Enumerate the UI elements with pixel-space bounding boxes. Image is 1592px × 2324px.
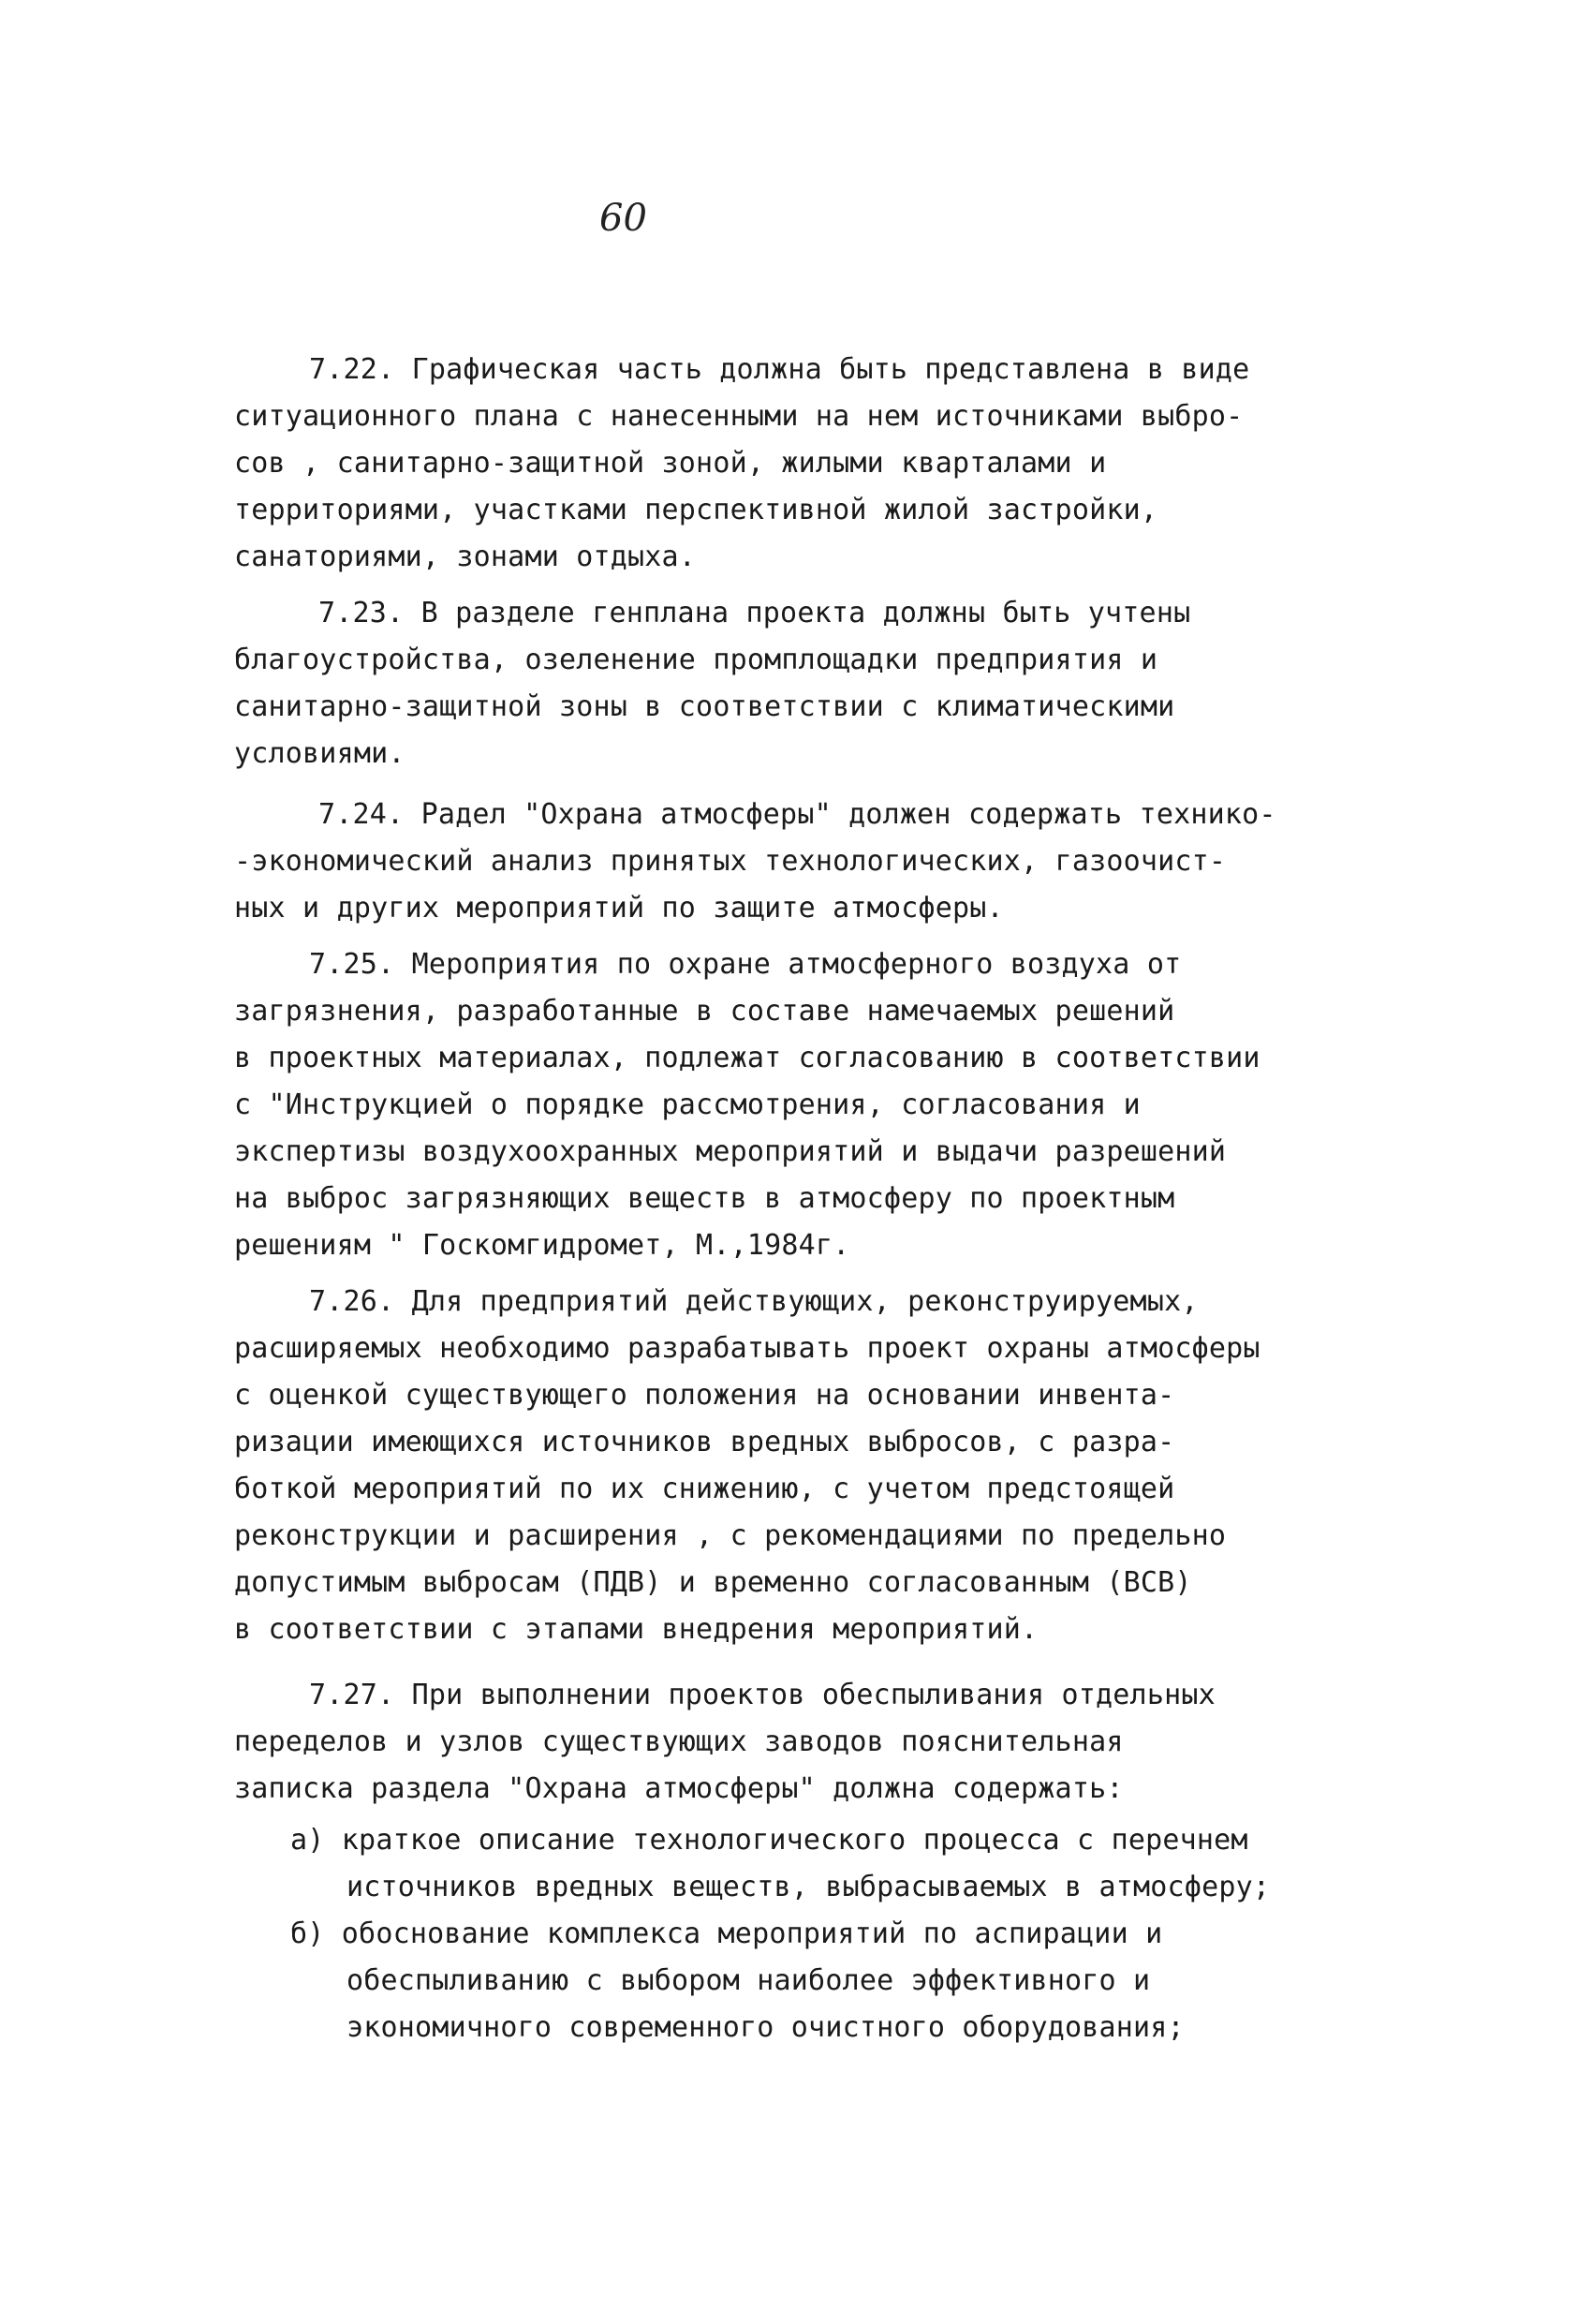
text-line: 7.27. При выполнении проектов обеспыливания отдельных (309, 1679, 1216, 1711)
list-item-a (290, 1817, 1349, 1911)
paragraph-7-24 (234, 792, 1349, 932)
text-line: в проектных материалах, подлежат согласованию в соответствии (234, 1042, 1260, 1074)
text-line: записка раздела "Охрана атмосферы" должна содержать: (234, 1772, 1124, 1805)
text-line: решениям " Госкомгидромет, М.,1984г. (234, 1229, 850, 1262)
text-line: допустимым выбросам (ПДВ) и временно согласованным (ВСВ) (234, 1566, 1192, 1599)
list-item-first-line (290, 1911, 1349, 1958)
list-marker: а) (290, 1824, 325, 1857)
text-line: 7.24. Радел "Охрана атмосферы" должен содержать технико- (318, 798, 1276, 831)
text-line: 7.23. В разделе генплана проекта должны быть учтены (318, 597, 1191, 629)
page-number: 60 (599, 197, 647, 240)
text-line: территориями, участками перспективной жилой застройки, (234, 494, 1158, 526)
text-line: благоустройства, озеленение промплощадки предприятия и (234, 644, 1158, 676)
paragraph-7-26 (234, 1279, 1349, 1653)
text-line: экспертизы воздухоохранных мероприятий и выдачи разрешений (234, 1135, 1227, 1168)
text-line: обоснование комплекса мероприятий по аспирации и (341, 1917, 1163, 1950)
text-line: с "Инструкцией о порядке рассмотрения, согласования и (234, 1088, 1141, 1121)
text-line: условиями. (234, 737, 405, 770)
text-line: расширяемых необходимо разрабатывать проект охраны атмосферы (234, 1332, 1260, 1365)
text-line: санитарно-защитной зоны в соответствии с климатическими (234, 690, 1175, 723)
text-line: на выброс загрязняющих веществ в атмосферу по проектным (234, 1182, 1175, 1215)
text-line: в соответствии с этапами внедрения мероприятий. (234, 1613, 1039, 1646)
list-item-first-line (290, 1817, 1349, 1864)
text-line: источников вредных веществ, выбрасываемых в атмосферу; (346, 1871, 1271, 1903)
text-line: ризации имеющихся источников вредных выбросов, с разра- (234, 1426, 1175, 1458)
text-line: 7.22. Графическая часть должна быть представлена в виде (309, 353, 1250, 386)
paragraph-7-27 (234, 1672, 1349, 1813)
text-line: переделов и узлов существующих заводов пояснительная (234, 1725, 1124, 1758)
text-line: 7.26. Для предприятий действующих, реконструируемых, (309, 1285, 1199, 1318)
text-line: реконструкции и расширения , с рекомендациями по предельно (234, 1519, 1227, 1552)
text-line: экономичного современного очистного оборудования; (346, 2011, 1185, 2044)
text-line: с оценкой существующего положения на основании инвента- (234, 1379, 1175, 1412)
text-line: обеспыливанию с выбором наиболее эффективного и (346, 1964, 1151, 1997)
text-line: ситуационного плана с нанесенными на нем источниками выбро- (234, 400, 1244, 433)
paragraph-7-25 (234, 941, 1349, 1269)
text-line: загрязнения, разработанные в составе намечаемых решений (234, 995, 1175, 1028)
text-line: ных и других мероприятий по защите атмосферы. (234, 892, 1004, 925)
text-line: краткое описание технологического процесса с перечнем (341, 1824, 1248, 1857)
text-line: боткой мероприятий по их снижению, с учетом предстоящей (234, 1473, 1175, 1505)
text-line: -экономический анализ принятых технологических, газоочист- (234, 845, 1227, 878)
paragraph-7-22 (234, 347, 1349, 581)
text-line: санаториями, зонами отдыха. (234, 540, 697, 573)
text-line: сов , санитарно-защитной зоной, жилыми кварталами и (234, 447, 1107, 480)
list-marker: б) (290, 1917, 325, 1950)
text-line: 7.25. Мероприятия по охране атмосферного воздуха от (309, 948, 1182, 981)
list-item-b (290, 1911, 1349, 2051)
paragraph-7-23 (234, 590, 1349, 777)
